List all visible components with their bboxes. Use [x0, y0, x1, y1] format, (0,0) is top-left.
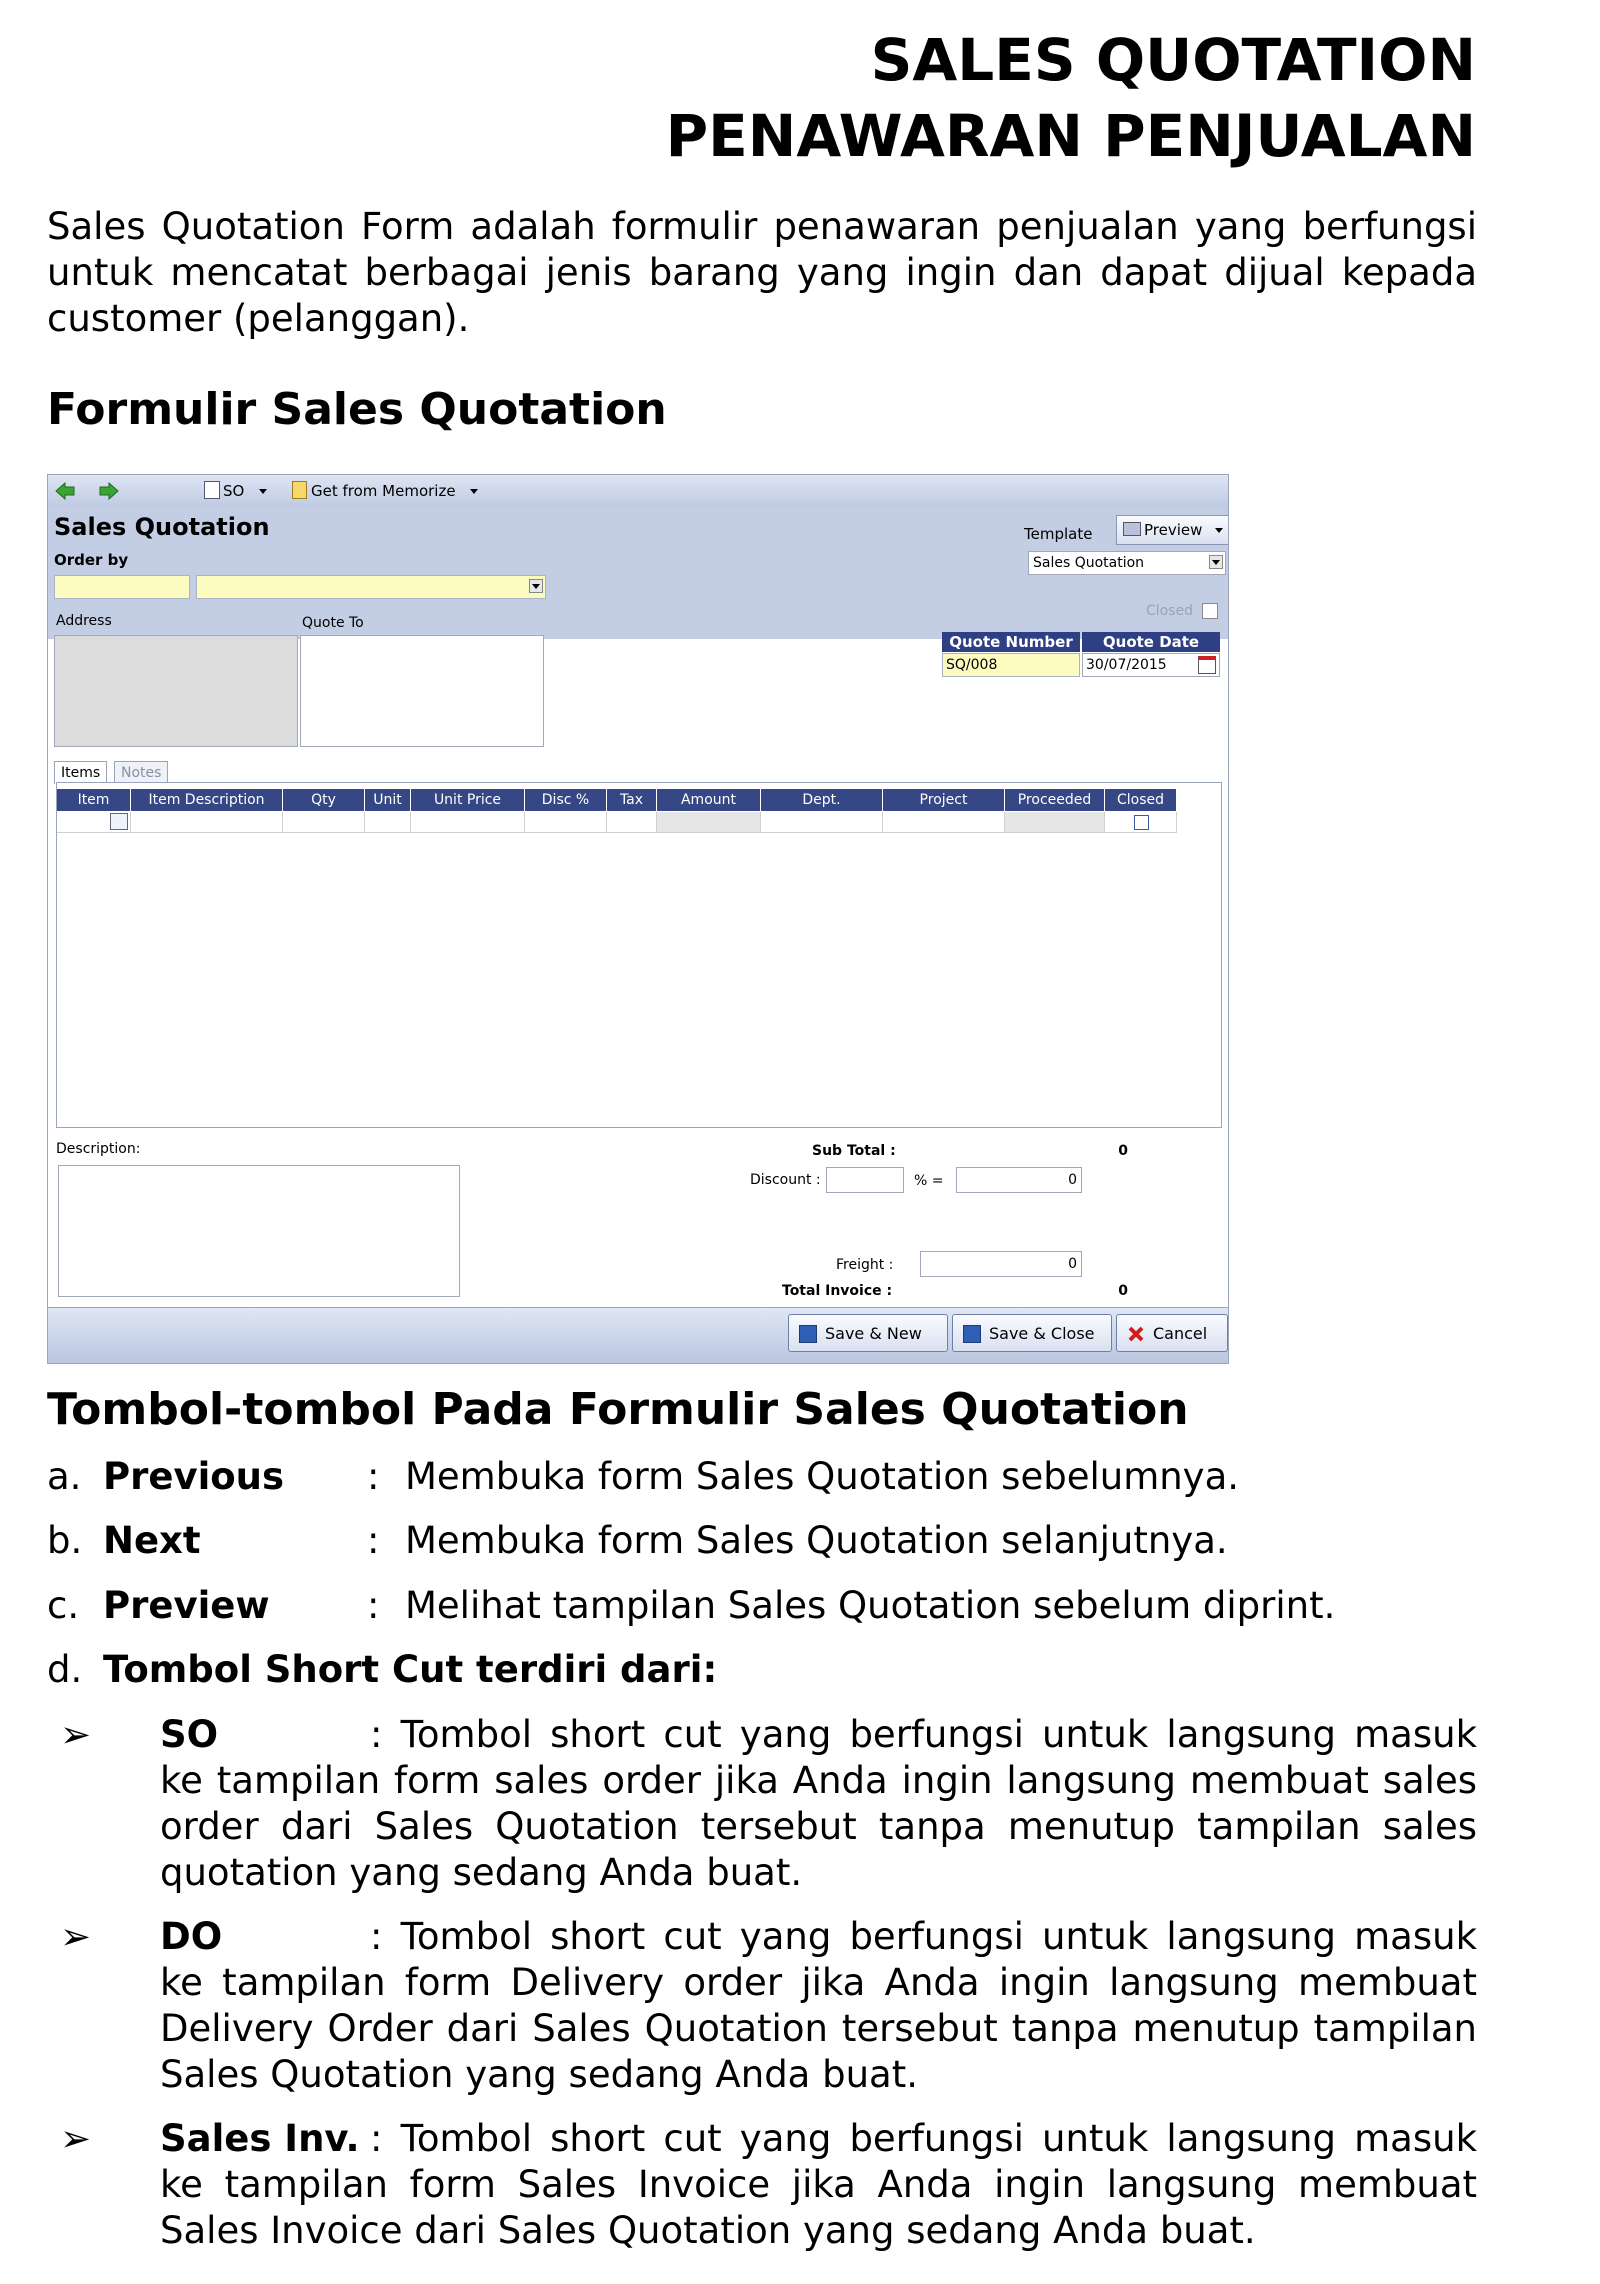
- table-cell: [1105, 812, 1177, 833]
- freight-label: Freight :: [836, 1257, 894, 1273]
- template-value: Sales Quotation: [1033, 555, 1145, 571]
- get-from-memorize-button[interactable]: [292, 480, 478, 502]
- items-grid: [56, 782, 1222, 1128]
- template-label: Template: [1024, 525, 1093, 543]
- cancel-icon: [1127, 1325, 1145, 1343]
- table-cell[interactable]: [607, 812, 657, 833]
- shortcut-term: Sales Inv.: [160, 2117, 360, 2160]
- quote-date-field[interactable]: [1082, 653, 1220, 677]
- so-label: SO: [223, 482, 245, 500]
- table-cell[interactable]: [283, 812, 365, 833]
- quote-date-header: Quote Date: [1082, 632, 1220, 652]
- column-header-item[interactable]: Item: [57, 789, 131, 811]
- section-heading-form: Formulir Sales Quotation: [47, 384, 667, 435]
- table-row[interactable]: [57, 812, 131, 833]
- closed-checkbox[interactable]: [1202, 603, 1218, 619]
- chevron-down-icon[interactable]: [1209, 555, 1223, 569]
- calendar-icon[interactable]: [1198, 656, 1216, 674]
- save-close-label: Save & Close: [989, 1324, 1095, 1343]
- address-label: Address: [56, 613, 112, 629]
- column-header-project[interactable]: Project: [883, 789, 1005, 811]
- table-cell[interactable]: [131, 812, 283, 833]
- quote-to-label: Quote To: [302, 615, 364, 631]
- list-colon: :: [367, 1584, 380, 1627]
- list-letter: d.: [47, 1648, 83, 1691]
- order-by-label: Order by: [54, 551, 129, 569]
- save-close-button[interactable]: [952, 1314, 1112, 1352]
- quote-date-value: 30/07/2015: [1086, 657, 1167, 673]
- save-icon: [799, 1325, 817, 1343]
- column-header-disc[interactable]: Disc %: [525, 789, 607, 811]
- template-select[interactable]: [1028, 551, 1226, 575]
- save-new-button[interactable]: [788, 1314, 948, 1352]
- list-letter: b.: [47, 1519, 83, 1562]
- table-cell[interactable]: [761, 812, 883, 833]
- previous-icon[interactable]: [54, 481, 76, 501]
- description-field[interactable]: [58, 1165, 460, 1297]
- list-desc: Melihat tampilan Sales Quotation sebelum diprint.: [405, 1584, 1336, 1627]
- percent-label: % =: [914, 1173, 944, 1189]
- shortcut-text: : Tombol short cut yang berfungsi untuk langsung masuk ke tampilan form sales order jika Anda ingin langsung membuat sales order dari Sales Quotation tersebut tanpa menutup tampilan sales quotation yang sedang Anda buat.: [160, 1713, 1477, 1894]
- table-cell: [1005, 812, 1105, 833]
- arrow-bullet-icon: ➢: [60, 1915, 92, 1958]
- printer-icon: [1123, 522, 1141, 536]
- order-by-name-field[interactable]: [196, 575, 546, 599]
- table-cell[interactable]: [883, 812, 1005, 833]
- chevron-down-icon[interactable]: [529, 579, 543, 593]
- save-new-label: Save & New: [825, 1324, 922, 1343]
- shortcut-term: SO: [160, 1713, 219, 1756]
- so-shortcut-button[interactable]: [204, 480, 267, 502]
- table-cell: [657, 812, 761, 833]
- column-header-proceeded[interactable]: Proceeded: [1005, 789, 1105, 811]
- closed-label: Closed: [1146, 603, 1194, 619]
- item-lookup-icon[interactable]: [110, 813, 128, 830]
- description-label: Description:: [56, 1141, 141, 1157]
- total-invoice-label: Total Invoice :: [782, 1283, 893, 1299]
- save-icon: [963, 1325, 981, 1343]
- list-colon: :: [367, 1455, 380, 1498]
- intro-paragraph: Sales Quotation Form adalah formulir penawaran penjualan yang berfungsi untuk mencatat berbagai jenis barang yang ingin dan dapat dijual kepada customer (pelanggan).: [47, 205, 1477, 340]
- column-header-unit[interactable]: Unit: [365, 789, 411, 811]
- form-title: Sales Quotation: [54, 513, 270, 541]
- list-term: Preview: [103, 1584, 270, 1627]
- preview-button[interactable]: [1116, 515, 1229, 545]
- shortcut-text: : Tombol short cut yang berfungsi untuk langsung masuk ke tampilan form Delivery order jika Anda ingin langsung membuat Delivery Order dari Sales Quotation tersebut tanpa menutup tampilan Sales Quotation yang sedang Anda buat.: [160, 1915, 1477, 2096]
- tab-notes[interactable]: Notes: [114, 761, 168, 784]
- list-term: Next: [103, 1519, 201, 1562]
- form-toolbar: [48, 475, 1228, 508]
- list-colon: :: [367, 1519, 380, 1562]
- column-header-unit-price[interactable]: Unit Price: [411, 789, 525, 811]
- table-cell[interactable]: [525, 812, 607, 833]
- column-header-closed[interactable]: Closed: [1105, 789, 1177, 811]
- table-cell[interactable]: [411, 812, 525, 833]
- order-by-code-field[interactable]: [54, 575, 190, 599]
- freight-field[interactable]: 0: [920, 1251, 1082, 1277]
- list-desc: Membuka form Sales Quotation selanjutnya.: [405, 1519, 1228, 1562]
- preview-label: Preview: [1144, 521, 1203, 539]
- list-letter: c.: [47, 1584, 80, 1627]
- chevron-down-icon: [470, 489, 478, 494]
- shortcut-term: DO: [160, 1915, 223, 1958]
- quote-number-header: Quote Number: [942, 632, 1080, 652]
- column-header-dept[interactable]: Dept.: [761, 789, 883, 811]
- title-line-1: SALES QUOTATION: [870, 26, 1476, 94]
- memorize-icon: [292, 481, 307, 499]
- chevron-down-icon: [1215, 528, 1223, 533]
- column-header-amount[interactable]: Amount: [657, 789, 761, 811]
- quote-number-field[interactable]: SQ/008: [942, 653, 1080, 677]
- form-header: [48, 507, 1228, 639]
- chevron-down-icon: [259, 489, 267, 494]
- arrow-bullet-icon: ➢: [60, 1713, 92, 1756]
- list-letter: a.: [47, 1455, 82, 1498]
- discount-amount-field[interactable]: 0: [956, 1167, 1082, 1193]
- sub-total-label: Sub Total :: [812, 1143, 896, 1159]
- address-field[interactable]: [54, 635, 298, 747]
- sales-quotation-form: [47, 474, 1229, 1364]
- list-desc: Membuka form Sales Quotation sebelumnya.: [405, 1455, 1240, 1498]
- column-header-item-description[interactable]: Item Description: [131, 789, 283, 811]
- column-header-tax[interactable]: Tax: [607, 789, 657, 811]
- memorize-label: Get from Memorize: [311, 482, 456, 500]
- next-icon[interactable]: [98, 481, 120, 501]
- shortcut-heading: Tombol Short Cut terdiri dari:: [103, 1648, 718, 1691]
- title-line-2: PENAWARAN PENJUALAN: [665, 102, 1476, 170]
- page-title: [666, 22, 1476, 174]
- shortcut-text: : Tombol short cut yang berfungsi untuk langsung masuk ke tampilan form Sales Invoice jika Anda ingin langsung membuat Sales Invoice dari Sales Quotation yang sedang Anda buat.: [160, 2117, 1477, 2252]
- arrow-bullet-icon: ➢: [60, 2117, 92, 2160]
- row-closed-checkbox[interactable]: [1134, 815, 1149, 830]
- list-term: Previous: [103, 1455, 285, 1498]
- discount-label: Discount :: [750, 1172, 821, 1188]
- section-heading-buttons: Tombol-tombol Pada Formulir Sales Quotation: [47, 1384, 1189, 1435]
- sub-total-value: 0: [1118, 1143, 1128, 1159]
- total-invoice-value: 0: [1118, 1283, 1128, 1299]
- tab-items[interactable]: Items: [54, 761, 107, 784]
- discount-percent-field[interactable]: [826, 1167, 904, 1193]
- quote-to-field[interactable]: [300, 635, 544, 747]
- document-icon: [204, 481, 220, 499]
- cancel-label: Cancel: [1153, 1324, 1208, 1343]
- cancel-button[interactable]: [1116, 1314, 1228, 1352]
- column-header-qty[interactable]: Qty: [283, 789, 365, 811]
- form-footer: [48, 1307, 1228, 1364]
- table-cell[interactable]: [365, 812, 411, 833]
